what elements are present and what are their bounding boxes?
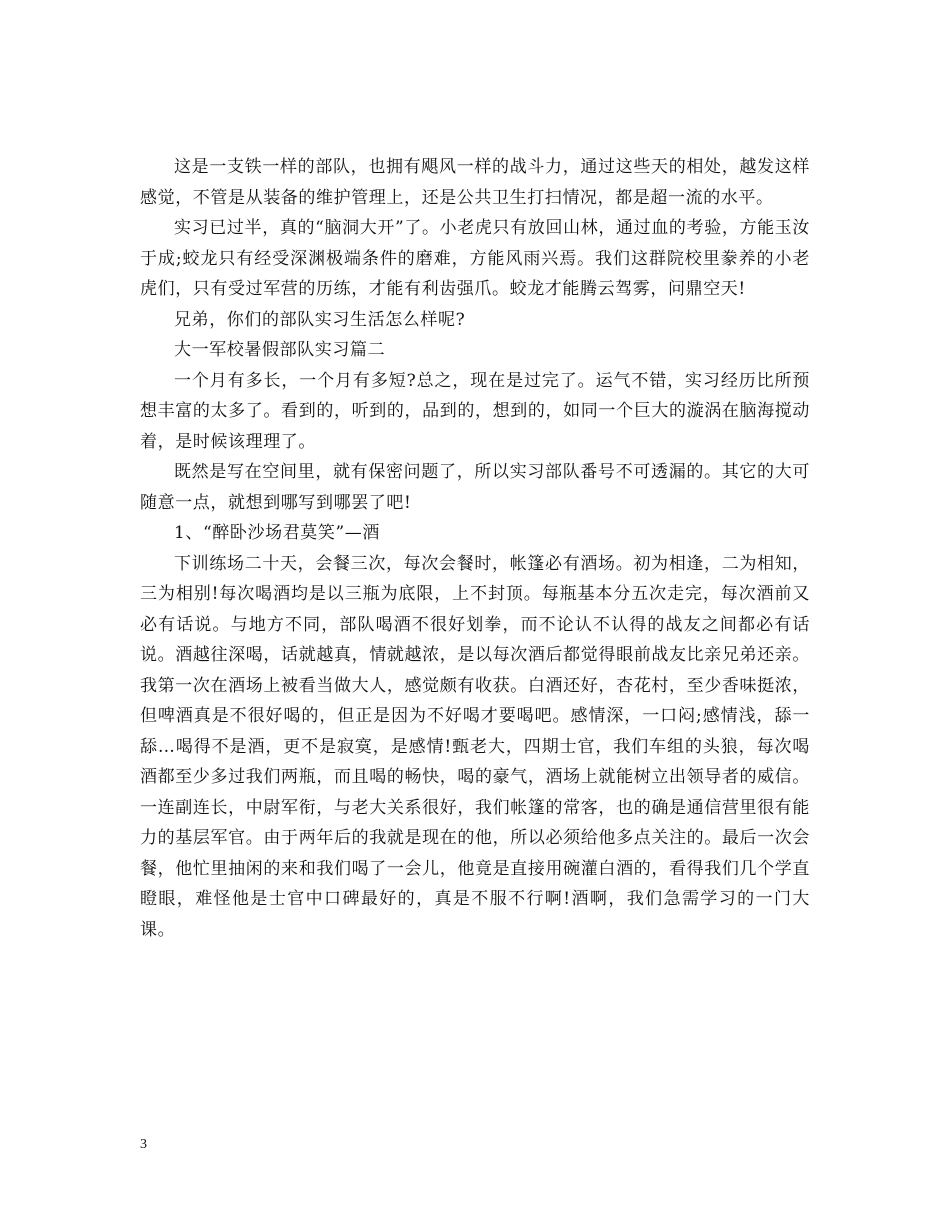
paragraph-4: 一个月有多长，一个月有多短?总之，现在是过完了。运气不错，实习经历比所预想丰富的太多了。看到的，听到的，品到的，想到的，如同一个巨大的漩涡在脑海搅动着，是时候该理理了。 [140,370,810,452]
paragraph-2: 实习已过半，真的“脑洞大开”了。小老虎只有放回山林，通过血的考验，方能玉汝于成;蛟龙只有经受深渊极端条件的磨难，方能风雨兴焉。我们这群院校里豢养的小老虎们，只有受过军营的历练，才能有利齿强爪。蛟龙才能腾云驾雾，问鼎空天! [140,218,810,299]
document-body [140,152,810,945]
page-number: 3 [140,1137,147,1152]
subsection-heading: 1、“醉卧沙场君莫笑”—酒 [174,523,380,543]
paragraph-1: 这是一支铁一样的部队，也拥有飓风一样的战斗力，通过这些天的相处，越发这样感觉，不管是从装备的维护管理上，还是公共卫生打扫情况，都是超一流的水平。 [140,157,810,208]
paragraph-6: 下训练场二十天，会餐三次，每次会餐时，帐篷必有酒场。初为相逢，二为相知，三为相别!每次喝酒均是以三瓶为底限，上不封顶。每瓶基本分五次走完，每次酒前又必有话说。与地方不同，部队喝酒不很好划拳，而不论认不认得的战友之间都必有话说。酒越往深喝，话就越真，情就越浓，是以每次酒后都觉得眼前战友比亲兄弟还亲。我第一次在酒场上被看当做大人，感觉颇有收获。白酒还好，杏花村，至少香味挺浓，但啤酒真是不很好喝的，但正是因为不好喝才要喝吧。感情深，一口闷;感情浅，舔一舔…喝得不是酒，更不是寂寞，是感情!甄老大，四期士官，我们车组的头狼，每次喝酒都至少多过我们两瓶，而且喝的畅快，喝的豪气，酒场上就能树立出领导者的威信。一连副连长，中尉军衔，与老大关系很好，我们帐篷的常客，也的确是通信营里很有能力的基层军官。由于两年后的我就是现在的他，所以必须给他多点关注的。最后一次会餐，他忙里抽闲的来和我们喝了一会儿，他竟是直接用碗灌白酒的，看得我们几个学直瞪眼，难怪他是士官中口碑最好的，真是不服不行啊!酒啊，我们急需学习的一门大课。 [140,553,810,940]
paragraph-5: 既然是写在空间里，就有保密问题了，所以实习部队番号不可透漏的。其它的大可随意一点，就想到哪写到哪罢了吧! [140,462,810,513]
section-heading: 大一军校暑假部队实习篇二 [174,340,386,360]
paragraph-3: 兄弟，你们的部队实习生活怎么样呢? [174,309,466,330]
